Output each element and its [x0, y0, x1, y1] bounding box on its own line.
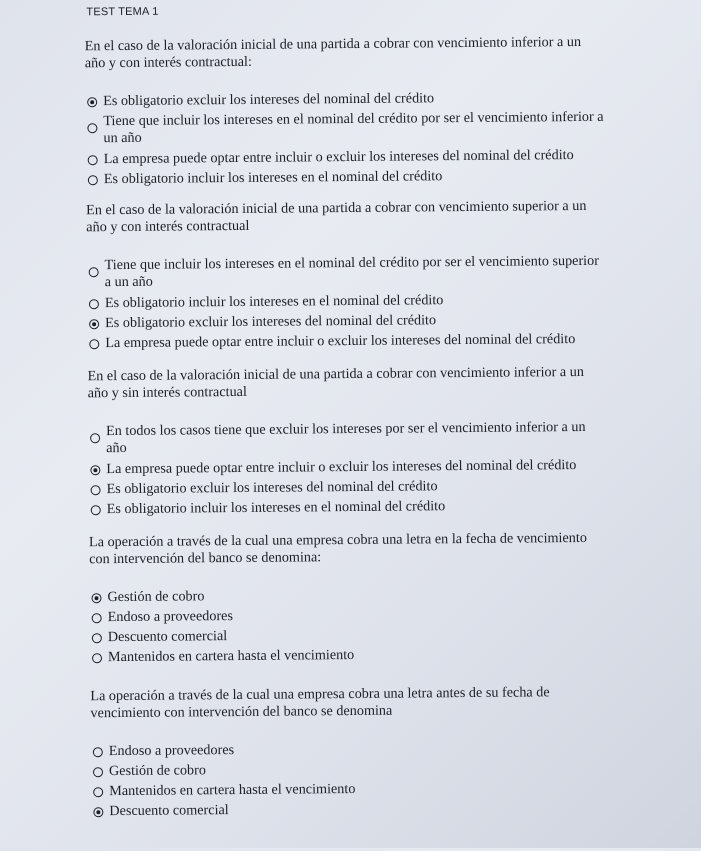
- radio-icon[interactable]: [91, 485, 101, 495]
- option-label: Endoso a proveedores: [108, 742, 235, 760]
- radio-icon[interactable]: [88, 155, 98, 165]
- option-item[interactable]: [87, 253, 607, 296]
- radio-icon[interactable]: [87, 123, 97, 133]
- option-label: La empresa puede optar entre incluir o excluir los intereses del nominal del crédito: [105, 331, 576, 352]
- option-label: Mantenidos en cartera hasta el vencimiento: [109, 780, 356, 800]
- option-label: Mantenidos en cartera hasta el vencimiento: [107, 646, 355, 666]
- option-label: Gestión de cobro: [107, 588, 205, 606]
- radio-icon[interactable]: [92, 613, 102, 623]
- radio-icon[interactable]: [91, 505, 101, 515]
- option-label: Descuento comercial: [107, 628, 228, 646]
- radio-selected-icon[interactable]: [90, 465, 100, 475]
- question-5: [90, 684, 611, 824]
- radio-selected-icon[interactable]: [87, 97, 97, 107]
- radio-icon[interactable]: [89, 299, 99, 309]
- question-text: En el caso de la valoración inicial de una partida a cobrar con vencimiento inferior a un año y sin interés contractual: [87, 363, 584, 402]
- question-text: En el caso de la valoración inicial de una partida a cobrar con vencimiento inferior a un año y con interés contractual:: [84, 33, 582, 72]
- option-label: Gestión de cobro: [108, 762, 207, 780]
- question-text: En el caso de la valoración inicial de una partida a cobrar con vencimiento superior a un año y con interés contractual: [86, 197, 587, 236]
- option-label: La empresa puede optar entre incluir o excluir los intereses del nominal del crédito: [103, 147, 574, 168]
- radio-icon[interactable]: [89, 339, 99, 349]
- option-item[interactable]: [86, 167, 606, 192]
- option-label: En todos los casos tiene que excluir los intereses por ser el vencimiento inferior a un año: [105, 418, 586, 457]
- option-label: Es obligatorio excluir los intereses del nominal del crédito: [103, 90, 435, 110]
- radio-selected-icon[interactable]: [91, 593, 101, 603]
- option-label: Tiene que incluir los intereses en el nominal del crédito por ser el vencimiento superior a un año: [104, 252, 599, 291]
- radio-icon[interactable]: [93, 747, 103, 757]
- option-label: Tiene que incluir los intereses en el nominal del crédito por ser el vencimiento inferior a un año: [103, 108, 604, 147]
- radio-selected-icon[interactable]: [89, 319, 99, 329]
- question-3: [88, 364, 609, 522]
- question-text: La operación a través de la cual una empresa cobra una letra en la fecha de vencimiento con intervención del banco se denomina:: [88, 529, 587, 568]
- question-2: [86, 198, 607, 356]
- question-text: La operación a través de la cual una empresa cobra una letra antes de su fecha de vencimiento con intervención del banco se denomina: [90, 684, 550, 722]
- option-label: Es obligatorio incluir los intereses en el nominal del crédito: [104, 292, 444, 312]
- option-item[interactable]: [87, 331, 607, 356]
- radio-icon[interactable]: [93, 767, 103, 777]
- question-4: [89, 530, 610, 670]
- option-label: La empresa puede optar entre incluir o excluir los intereses del nominal del crédito: [106, 457, 577, 478]
- option-item[interactable]: [88, 419, 608, 462]
- radio-icon[interactable]: [90, 433, 100, 443]
- radio-icon[interactable]: [93, 787, 103, 797]
- option-label: Es obligatorio excluir los intereses del nominal del crédito: [105, 312, 437, 332]
- radio-icon[interactable]: [92, 633, 102, 643]
- option-label: Es obligatorio incluir los intereses en el nominal del crédito: [106, 498, 446, 518]
- radio-icon[interactable]: [89, 267, 99, 277]
- radio-icon[interactable]: [92, 653, 102, 663]
- question-1: [85, 34, 606, 192]
- option-label: Endoso a proveedores: [107, 608, 234, 626]
- radio-icon[interactable]: [88, 175, 98, 185]
- option-item[interactable]: [89, 497, 609, 522]
- option-label: Descuento comercial: [109, 802, 229, 820]
- option-label: Es obligatorio incluir los intereses en el nominal del crédito: [103, 168, 443, 188]
- option-label: Es obligatorio excluir los intereses del nominal del crédito: [106, 478, 438, 498]
- option-item[interactable]: [90, 645, 610, 670]
- option-item[interactable]: [85, 109, 605, 152]
- radio-selected-icon[interactable]: [93, 807, 103, 817]
- page-title: TEST TEMA 1: [86, 5, 159, 19]
- option-item[interactable]: [91, 799, 611, 824]
